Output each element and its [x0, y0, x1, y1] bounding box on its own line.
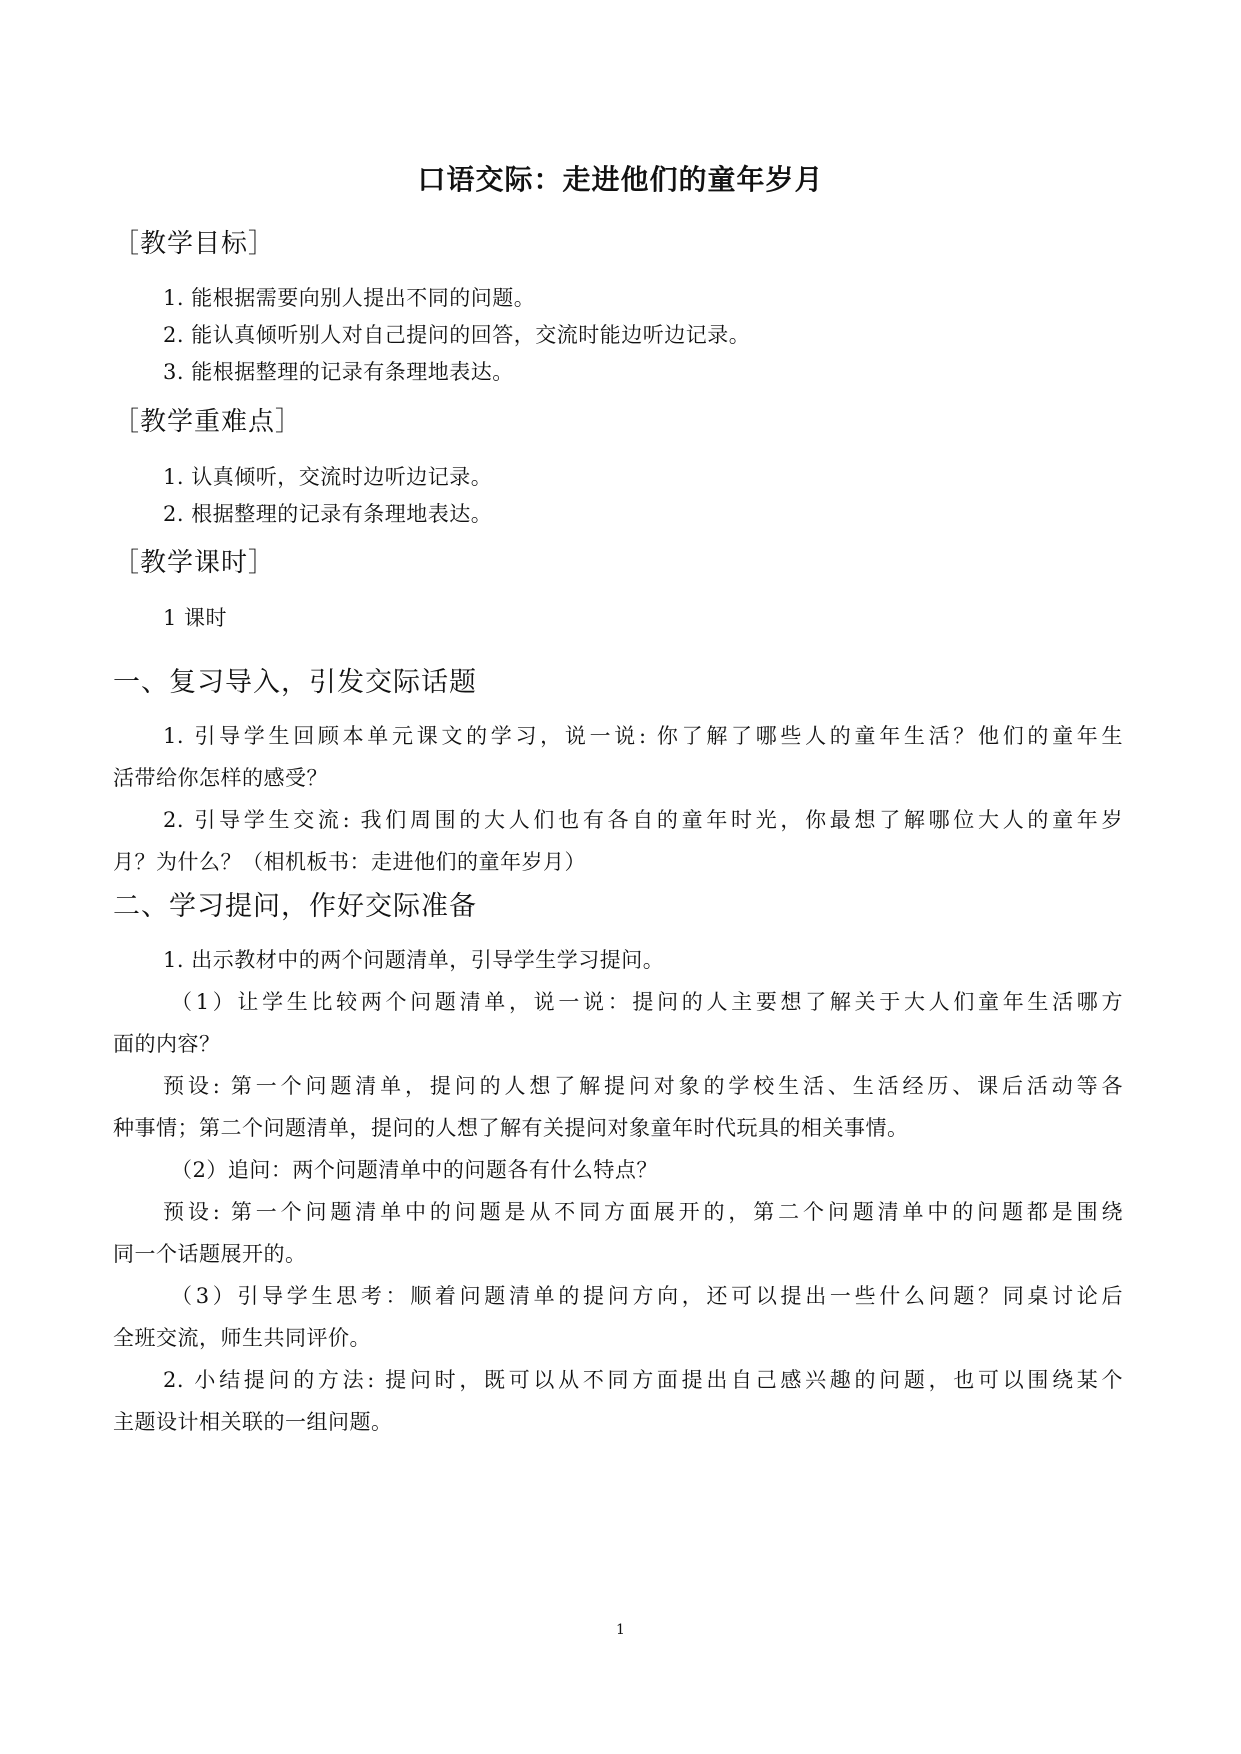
paragraph-line: 同一个话题展开的。 — [113, 1242, 307, 1266]
page-title: 口语交际：走进他们的童年岁月 — [417, 163, 824, 196]
paragraph-line: 2. 小结提问的方法: 提问时，既可以从不同方面提出自己感兴趣的问题，也可以围绕某个 — [163, 1368, 1123, 1392]
paragraph-line: （1）让学生比较两个问题清单，说一说：提问的人主要想了解关于大人们童年生活哪方 — [171, 990, 1123, 1014]
key-points-heading: ［教学重难点］ — [113, 407, 303, 437]
paragraph-line: （3）引导学生思考：顺着问题清单的提问方向，还可以提出一些什么问题？同桌讨论后 — [171, 1284, 1123, 1308]
goal-item: 3. 能根据整理的记录有条理地表达。 — [163, 360, 514, 384]
key-point-item: 2. 根据整理的记录有条理地表达。 — [163, 502, 493, 526]
periods-text: 1 课时 — [163, 606, 228, 630]
section2-heading: 二、学习提问，作好交际准备 — [113, 891, 477, 922]
paragraph-line: 1. 出示教材中的两个问题清单，引导学生学习提问。 — [163, 948, 665, 972]
paragraph-line: （2）追问：两个问题清单中的问题各有什么特点？ — [171, 1158, 658, 1182]
paragraph-line: 2. 引导学生交流: 我们周围的大人们也有各自的童年时光，你最想了解哪位大人的童年岁 — [163, 808, 1123, 832]
paragraph-line: 1. 引导学生回顾本单元课文的学习，说一说: 你了解了哪些人的童年生活？他们的童年生 — [163, 724, 1123, 748]
page-number: 1 — [616, 1622, 625, 1638]
paragraph-line: 全班交流，师生共同评价。 — [113, 1326, 371, 1350]
paragraph-line: 面的内容？ — [113, 1032, 221, 1056]
paragraph-line: 活带给你怎样的感受？ — [113, 766, 328, 790]
paragraph-line: 预设: 第一个问题清单，提问的人想了解提问对象的学校生活、生活经历、课后活动等各 — [163, 1074, 1123, 1098]
goals-heading: ［教学目标］ — [113, 229, 276, 259]
paragraph-line: 月？为什么？（相机板书：走进他们的童年岁月） — [113, 850, 586, 874]
paragraph-line: 预设: 第一个问题清单中的问题是从不同方面展开的，第二个问题清单中的问题都是围绕 — [163, 1200, 1123, 1224]
paragraph-line: 主题设计相关联的一组问题。 — [113, 1410, 393, 1434]
key-point-item: 1. 认真倾听，交流时边听边记录。 — [163, 465, 493, 489]
goal-item: 1. 能根据需要向别人提出不同的问题。 — [163, 286, 536, 310]
periods-heading: ［教学课时］ — [113, 548, 276, 578]
section1-heading: 一、复习导入，引发交际话题 — [113, 667, 477, 698]
goal-item: 2. 能认真倾听别人对自己提问的回答，交流时能边听边记录。 — [163, 323, 751, 347]
paragraph-line: 种事情；第二个问题清单，提问的人想了解有关提问对象童年时代玩具的相关事情。 — [113, 1116, 909, 1140]
